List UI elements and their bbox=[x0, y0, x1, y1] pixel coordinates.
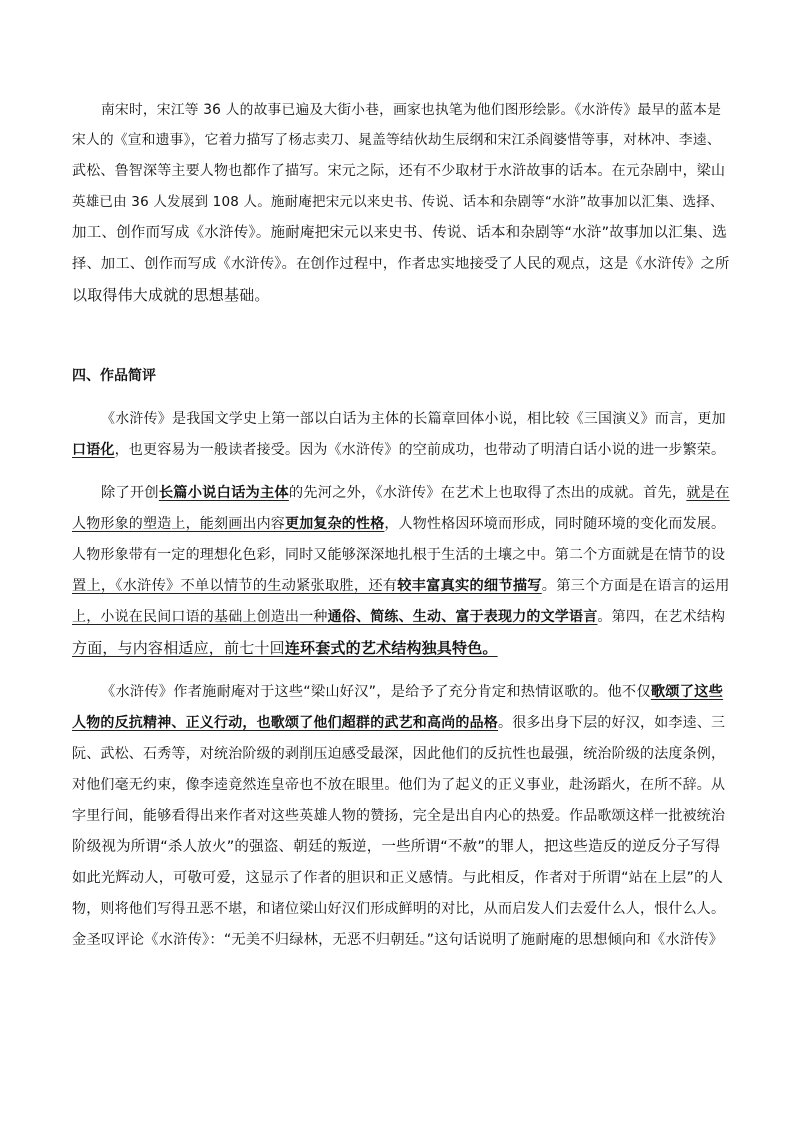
underlined-term: 通俗、简练、生动、富于表现力的文学语言 bbox=[327, 609, 598, 625]
intro-line-2: 宋人的《宣和遗事》，它着力描写了杨志卖刀、晁盖等结伙劫生辰纲和宋江杀阎婆惜等事，对林冲、李逵、 bbox=[72, 132, 721, 148]
underlined-term: 长篇小说白话为主体 bbox=[158, 485, 289, 501]
underlined-text: 上，小说在民间口语的基础上创造出一种 bbox=[72, 609, 328, 625]
para3-line-4: 对他们毫无约束，像李逵竟然连皇帝也不放在眼里。他们为了起义的正义事业，赴汤蹈火，在所不辞。从 bbox=[72, 777, 726, 793]
para1-line-1: 《水浒传》是我国文学史上第一部以白话为主体的长篇章回体小说，相比较《三国演义》而言，更加 bbox=[101, 411, 726, 427]
text-span: 的先河之外，《水浒传》在艺术上也取得了杰出的成就。首先， bbox=[288, 485, 687, 501]
intro-line-7: 以取得伟大成就的思想基础。 bbox=[72, 286, 270, 304]
text-span: 。第四，在艺术结构 bbox=[597, 609, 726, 625]
text-span: 。第三个方面是在语言的运用 bbox=[541, 578, 730, 594]
para3-line-2 bbox=[72, 713, 725, 733]
intro-line-3: 武松、鲁智深等主要人物也都作了描写。宋元之际，还有不少取材于水浒故事的话本。在元杂剧中，梁山 bbox=[72, 163, 726, 179]
para3-line-7: 如此光辉动人，可敬可爱，这显示了作者的胆识和正义感情。与此相反，作者对于所谓“站在上层”的人 bbox=[72, 870, 723, 886]
para3-line-1 bbox=[101, 682, 723, 702]
para3-line-6: 阶级视为所谓“杀人放火”的强盗、朝廷的叛逆，一些所谓“不赦”的罪人，把这些造反的逆反分子写得 bbox=[72, 839, 721, 855]
intro-line-1: 南宋时，宋江等 36 人的故事已遍及大街小巷，画家也执笔为他们图形绘影。《水浒传》最早的蓝本是 bbox=[101, 102, 722, 118]
para3-line-8: 物，则将他们写得丑恶不堪，和诸位梁山好汉们形成鲜明的对比，从而启发人们去爱什么人，恨什么人。 bbox=[72, 901, 726, 917]
underlined-term: 较丰富真实的细节描写 bbox=[397, 578, 542, 594]
para2-line-3: 人物形象带有一定的理想化色彩，同时又能够深深地扎根于生活的土壤之中。第二个方面就是在情节的设 bbox=[72, 547, 726, 563]
underlined-text: 方面，与内容相适应，前七十回 bbox=[72, 639, 285, 657]
text-span: 除了开创 bbox=[101, 485, 159, 501]
para3-line-3: 阮、武松、石秀等，对统治阶级的剥削压迫感受最深，因此他们的反抗性也最强，统治阶级的法度条例， bbox=[72, 746, 726, 762]
text-span: 《水浒传》作者施耐庵对于这些“梁山好汉”，是给予了充分肯定和热情讴歌的。他不仅 bbox=[101, 684, 651, 700]
intro-line-4: 英雄已由 36 人发展到 108 人。施耐庵把宋元以来史书、传说、话本和杂剧等“水浒”故事加以汇集、选择、 bbox=[72, 194, 724, 210]
underlined-term: 人物的反抗精神、正义行动 bbox=[72, 715, 243, 731]
underlined-term: ，也歌颂了他们超群的武艺和高尚的品格 bbox=[242, 715, 499, 731]
text-span: 。很多出身下层的好汉，如李逵、三 bbox=[498, 715, 726, 731]
underlined-text: 人物形象的塑造上，能刻画出内容 bbox=[72, 516, 285, 532]
underlined-term: 口语化 bbox=[72, 442, 115, 458]
underlined-term: 更加复杂的性格 bbox=[285, 516, 385, 532]
text-span: ，也更容易为一般读者接受。因为《水浒传》的空前成功，也带动了明清白话小说的进一步繁荣。 bbox=[114, 442, 726, 458]
para2-line-6 bbox=[72, 638, 498, 658]
underlined-text: 置上，《水浒传》不单以情节的生动紧张取胜，还有 bbox=[72, 578, 398, 594]
para2-line-2 bbox=[72, 514, 725, 534]
intro-line-5: 加工、创作而写成《水浒传》。施耐庵把宋元以来史书、传说、话本和杂剧等“水浒”故事加以汇集、选 bbox=[72, 225, 727, 241]
para2-line-4 bbox=[72, 576, 730, 596]
underlined-term: 歌颂了这些 bbox=[650, 684, 724, 700]
intro-line-6: 择、加工、创作而写成《水浒传》。在创作过程中，作者忠实地接受了人民的观点，这是《水浒传》之所 bbox=[72, 256, 730, 272]
para2-line-1 bbox=[101, 483, 730, 503]
text-span: ，人物性格因环境而形成，同时随环境的变化而发展。 bbox=[384, 516, 726, 532]
underlined-text: 就是在 bbox=[686, 485, 730, 501]
section-heading: 四、作品简评 bbox=[72, 368, 156, 384]
para3-line-5: 字里行间，能够看得出来作者对这些英雄人物的赞扬，完全是出自内心的热爱。作品歌颂这样一批被统治 bbox=[72, 808, 726, 824]
para3-line-9: 金圣叹评论《水浒传》：“无美不归绿林，无恶不归朝廷。”这句话说明了施耐庵的思想倾向和《水浒传》 bbox=[72, 932, 724, 948]
para2-line-5 bbox=[72, 607, 725, 627]
para1-line-2 bbox=[72, 440, 725, 460]
underlined-term: 连环套式的艺术结构独具特色。 bbox=[284, 639, 498, 657]
